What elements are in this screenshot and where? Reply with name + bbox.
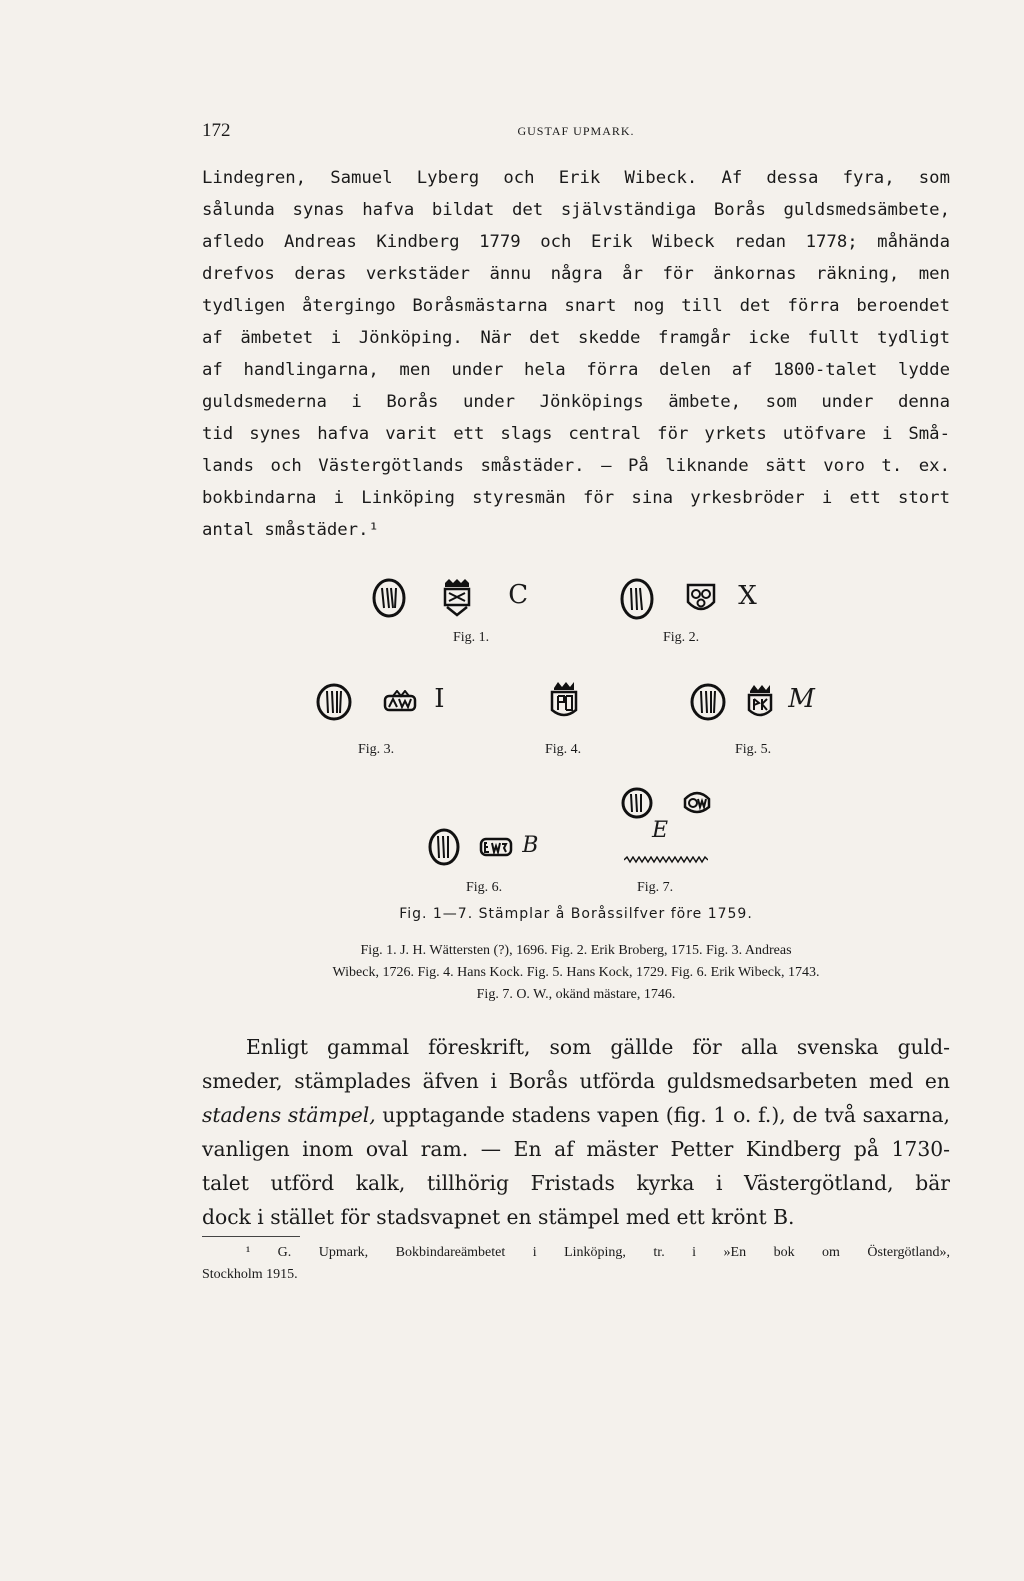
text-line: Lindegren, Samuel Lyberg och Erik Wibeck. Af dessa fyra, som xyxy=(202,168,950,188)
text-fragment: upptagande stadens vapen (fig. 1 o. f.), de två saxarna, xyxy=(375,1103,951,1127)
text-line: af handlingarna, men under hela förra delen af 1800-talet lydde xyxy=(202,360,950,380)
town-mark-oval-icon xyxy=(620,578,654,620)
date-letter: M xyxy=(788,683,815,714)
caption-line: Wibeck, 1726. Fig. 4. Hans Kock. Fig. 5. Hans Kock, 1729. Fig. 6. Erik Wibeck, 1743. xyxy=(332,965,820,980)
caption-line: Fig. 1. J. H. Wättersten (?), 1696. Fig. 2. Erik Broberg, 1715. Fig. 3. Andreas xyxy=(360,943,792,958)
text-line: sålunda synas hafva bildat det självständiga Borås guldsmedsämbete, xyxy=(202,200,950,220)
figure-3 xyxy=(316,683,444,721)
date-letter: X xyxy=(738,580,757,611)
text-line xyxy=(202,1098,950,1132)
town-mark-oval-icon xyxy=(428,828,460,866)
figure-5-label: Fig. 5. xyxy=(735,742,772,757)
italic-term: stadens stämpel, xyxy=(202,1103,376,1127)
maker-mark-crowned-icon xyxy=(439,579,475,617)
footnote-rule xyxy=(202,1236,300,1237)
text-line: Enligt gammal föreskrift, som gällde för alla svenska guld- xyxy=(246,1035,950,1059)
town-mark-oval-icon xyxy=(316,683,352,721)
figure-6-label: Fig. 6. xyxy=(466,880,503,895)
footnote-line: ¹ G. Upmark, Bokbindareämbetet i Linköping, tr. i »En bok om Östergötland», xyxy=(246,1245,950,1260)
figure-1 xyxy=(372,578,528,618)
footnote xyxy=(202,1242,950,1286)
maker-mark-crowned-icon xyxy=(745,684,775,720)
text-line: guldsmederna i Borås under Jönköpings ämbete, som under denna xyxy=(202,392,950,412)
maker-mark-initials-icon xyxy=(681,789,713,817)
text-line: bokbindarna i Linköping styresmän för sina yrkesbröder i ett stort xyxy=(202,488,950,508)
figure-2-label: Fig. 2. xyxy=(663,630,700,645)
date-letter: B xyxy=(522,832,539,858)
text-line: antal småstäder.¹ xyxy=(202,520,379,540)
figure-3-label: Fig. 3. xyxy=(358,742,395,757)
text-line: dock i stället för stadsvapnet en stämpel med ett krönt B. xyxy=(202,1205,795,1229)
date-letter: E xyxy=(652,818,669,843)
figure-7 xyxy=(620,786,713,820)
text-line: lands och Västergötlands småstäder. — På liknande sätt voro t. ex. xyxy=(202,456,950,476)
figure-caption-body xyxy=(202,940,950,1006)
text-line: tid synes hafva varit ett slags central för yrkets utöfvare i Små- xyxy=(202,424,950,444)
paragraph-1 xyxy=(202,162,950,546)
maker-mark-crowned-shield-icon xyxy=(548,680,580,720)
date-letter: C xyxy=(508,579,529,610)
zigzag-mark-icon xyxy=(624,856,708,864)
figure-4-label: Fig. 4. xyxy=(545,742,582,757)
page-header xyxy=(202,120,950,144)
running-head: GUSTAF UPMARK. xyxy=(517,124,635,138)
text-line: tydligen återgingo Boråsmästarna snart nog till det förra beroendet xyxy=(202,296,950,316)
figure-7-label: Fig. 7. xyxy=(637,880,674,895)
page-number: 172 xyxy=(202,120,231,141)
figure-caption-title: Fig. 1—7. Stämplar å Boråssilfver före 1759. xyxy=(399,906,753,922)
town-mark-oval-icon xyxy=(690,683,726,721)
footnote-line: Stockholm 1915. xyxy=(202,1267,298,1282)
figure-4 xyxy=(548,680,580,720)
town-mark-oval-icon xyxy=(372,578,406,618)
text-line: af ämbetet i Jönköping. När det skedde framgår icke fullt tydligt xyxy=(202,328,950,348)
figure-6 xyxy=(428,828,538,866)
text-line: afledo Andreas Kindberg 1779 och Erik Wibeck redan 1778; måhända xyxy=(202,232,950,252)
figure-5 xyxy=(690,683,815,721)
text-line: smeder, stämplades äfven i Borås utförda guldsmedsarbeten med en xyxy=(202,1069,950,1093)
maker-mark-initials-icon xyxy=(479,836,513,858)
text-line: talet utförd kalk, tillhörig Fristads kyrka i Västergötland, bär xyxy=(202,1171,950,1195)
town-mark-oval-icon xyxy=(620,786,654,820)
maker-mark-initials-icon xyxy=(383,690,417,714)
date-letter: I xyxy=(434,683,445,714)
text-line: drefvos deras verkstäder ännu några år för änkornas räkning, men xyxy=(202,264,950,284)
figure-2 xyxy=(620,578,757,620)
caption-line: Fig. 7. O. W., okänd mästare, 1746. xyxy=(476,987,676,1002)
maker-mark-shield-icon xyxy=(685,582,717,616)
text-line: vanligen inom oval ram. — En af mäster Petter Kindberg på 1730- xyxy=(202,1137,950,1161)
paragraph-2 xyxy=(202,1030,950,1234)
figure-1-label: Fig. 1. xyxy=(453,630,490,645)
